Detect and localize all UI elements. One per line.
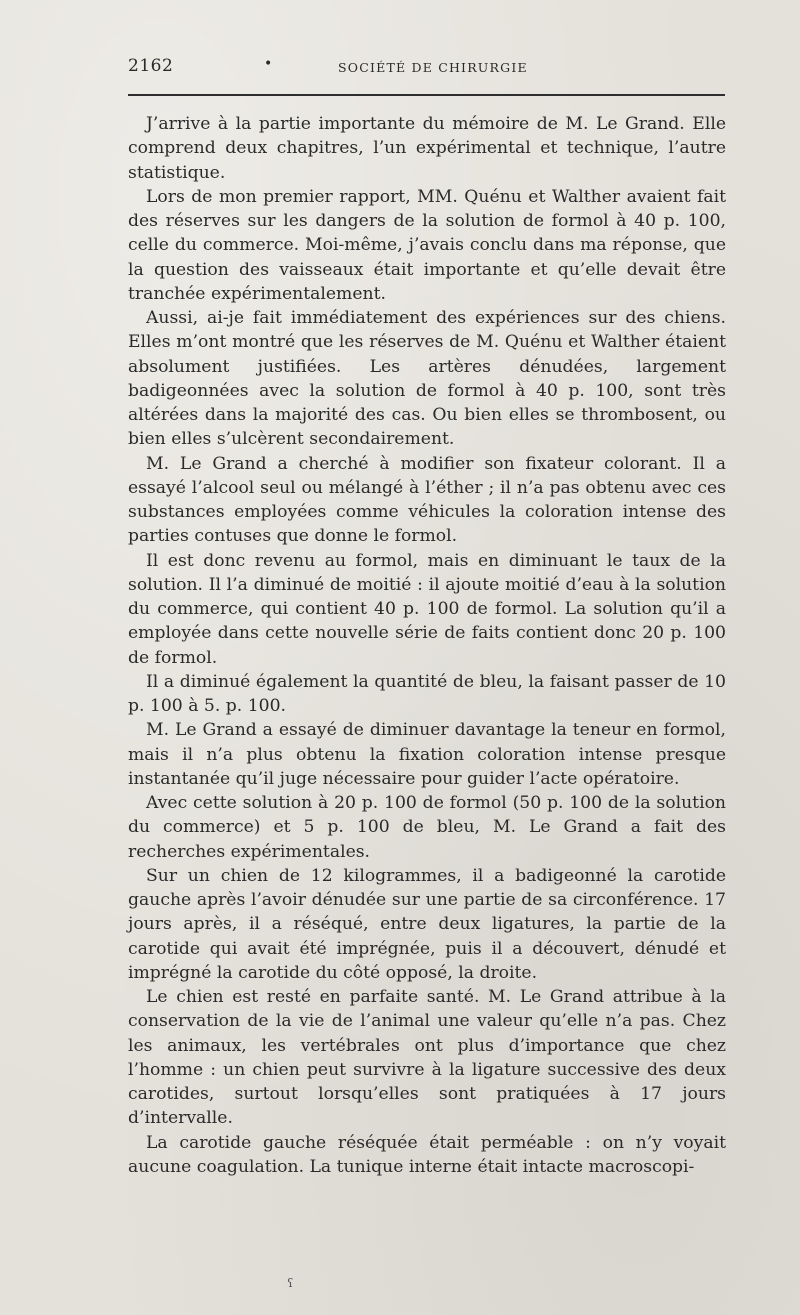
body-text: [128, 112, 726, 1179]
page-number: 2162: [128, 56, 174, 76]
paragraph: M. Le Grand a cherché à modifier son fixateur colorant. Il a essayé l’alcool seul ou mélangé à l’éther ; il n’a pas obtenu avec ces substances employées comme véhicules la coloration intense des parties contuses que donne le formol.: [128, 453, 726, 547]
paragraph: Il a diminué également la quantité de bleu, la faisant passer de 10 p. 100 à 5. p. 100.: [128, 671, 726, 716]
paragraph: J’arrive à la partie importante du mémoire de M. Le Grand. Elle comprend deux chapitres, l’un expérimental et technique, l’autre statistique.: [128, 114, 726, 183]
footer-mark: ʕ: [287, 1276, 294, 1290]
running-head: SOCIÉTÉ DE CHIRURGIE: [338, 60, 528, 75]
paragraph: Le chien est resté en parfaite santé. M. Le Grand attribue à la conservation de la vie de l’animal une valeur qu’elle n’a pas. Chez les animaux, les vertébrales ont plus d’importance que chez l’homme : un chien peut survivre à la ligature successive des deux carotides, surtout lorsqu’elles sont pratiquées à 17 jours d’intervalle.: [128, 987, 726, 1129]
paragraph: Avec cette solution à 20 p. 100 de formol (50 p. 100 de la solution du commerce) et 5 p. 100 de bleu, M. Le Grand a fait des recherches expérimentales.: [128, 793, 726, 862]
paragraph: Lors de mon premier rapport, MM. Quénu et Walther avaient fait des réserves sur les dangers de la solution de formol à 40 p. 100, celle du commerce. Moi-même, j’avais conclu dans ma réponse, que la question des vaisseaux était importante et qu’elle devait être tranchée expérimentalement.: [128, 186, 726, 304]
paragraph: La carotide gauche réséquée était perméable : on n’y voyait aucune coagulation. La tunique interne était intacte macroscopi-: [128, 1132, 726, 1177]
paragraph: Aussi, ai-je fait immédiatement des expériences sur des chiens. Elles m’ont montré que les réserves de M. Quénu et Walther étaient absolument justifiées. Les artères dénudées, largement badigeonnées avec la solution de formol à 40 p. 100, sont très altérées dans la majorité des cas. Ou bien elles se thrombosent, ou bien elles s’ulcèrent secondairement.: [128, 308, 726, 450]
paragraph: Sur un chien de 12 kilogrammes, il a badigeonné la carotide gauche après l’avoir dénudée sur une partie de sa circonférence. 17 jours après, il a réséqué, entre deux ligatures, la partie de la carotide qui avait été imprégnée, puis il a découvert, dénudé et imprégné la carotide du côté opposé, la droite.: [128, 865, 726, 983]
header-rule: [128, 94, 725, 96]
paragraph: Il est donc revenu au formol, mais en diminuant le taux de la solution. Il l’a diminué de moitié : il ajoute moitié d’eau à la solution du commerce, qui contient 40 p. 100 de formol. La solution qu’il a employée dans cette nouvelle série de faits contient donc 20 p. 100 de formol.: [128, 550, 726, 668]
page-header: [128, 56, 724, 80]
header-ornament: •: [264, 56, 273, 72]
paragraph: M. Le Grand a essayé de diminuer davantage la teneur en formol, mais il n’a plus obtenu la fixation coloration intense presque instantanée qu’il juge nécessaire pour guider l’acte opératoire.: [128, 720, 726, 789]
